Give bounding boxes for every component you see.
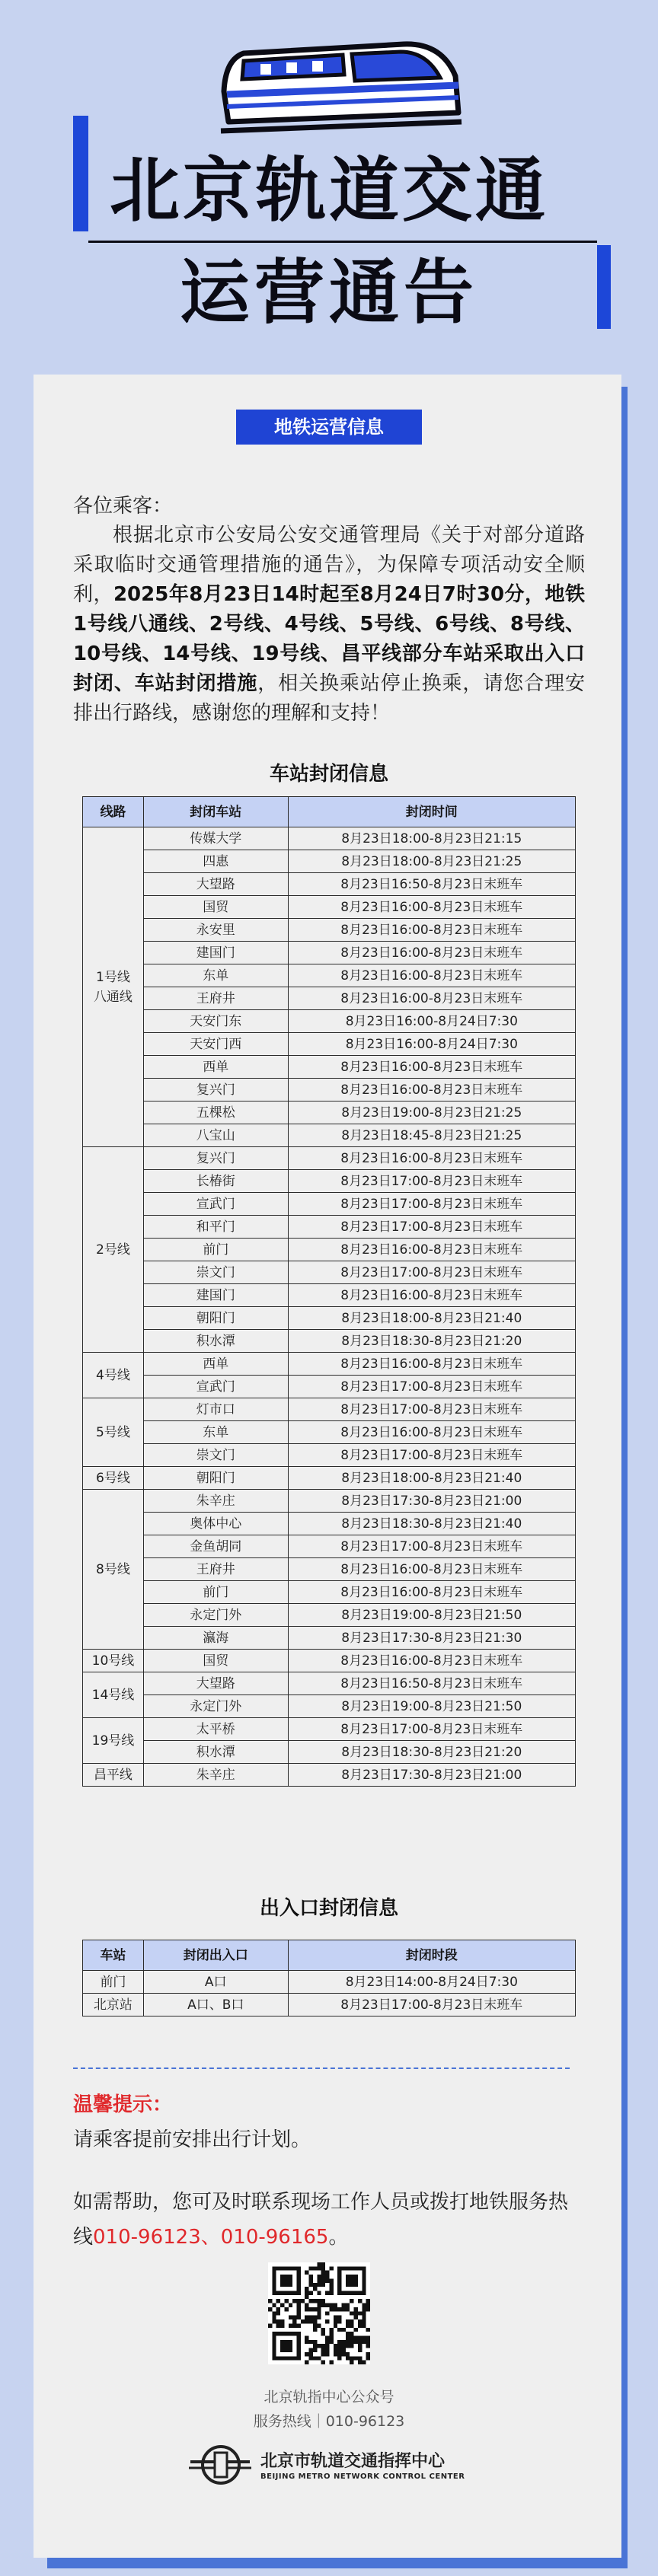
station-cell: 宣武门 bbox=[143, 1376, 288, 1398]
station-cell: 永定门外 bbox=[143, 1604, 288, 1627]
time-cell: 8月23日16:00-8月23日末班车 bbox=[288, 1650, 575, 1672]
station-cell: 朱辛庄 bbox=[143, 1764, 288, 1787]
station-cell: 宣武门 bbox=[143, 1193, 288, 1216]
org-name-en: BEIJING METRO NETWORK CONTROL CENTER bbox=[260, 2472, 465, 2481]
time-cell: 8月23日17:00-8月23日末班车 bbox=[288, 1193, 575, 1216]
table-row bbox=[83, 1421, 576, 1444]
metro-logo-icon bbox=[187, 2442, 253, 2488]
period-cell: 8月23日14:00-8月24日7:30 bbox=[288, 1971, 575, 1994]
table-row bbox=[83, 896, 576, 919]
station-cell: 朱辛庄 bbox=[143, 1490, 288, 1513]
table-row bbox=[83, 1239, 576, 1261]
time-cell: 8月23日16:00-8月24日7:30 bbox=[288, 1010, 575, 1033]
tip-text: 请乘客提前安排出行计划。 bbox=[73, 2128, 311, 2151]
notice-part-bold: 2025年8月23日14时起至8月24日7时30分，地铁1号线八通线、2号线、4号线、5号线、6号线、8号线、10号线、14号线、19号线、昌平线部分车站采取出入口封闭、车站封闭措施 bbox=[73, 583, 585, 695]
exit-cell: A口 bbox=[143, 1971, 288, 1994]
station-cell: 大望路 bbox=[143, 1672, 288, 1695]
time-cell: 8月23日16:00-8月23日末班车 bbox=[288, 1284, 575, 1307]
closure-section-title: 车站封闭信息 bbox=[269, 763, 388, 786]
table-row bbox=[83, 1741, 576, 1764]
table-row bbox=[83, 1604, 576, 1627]
line-cell: 8号线 bbox=[83, 1490, 144, 1650]
time-cell: 8月23日19:00-8月23日21:50 bbox=[288, 1695, 575, 1718]
table-row bbox=[83, 827, 576, 850]
station-cell: 五棵松 bbox=[143, 1101, 288, 1124]
station-cell: 前门 bbox=[143, 1239, 288, 1261]
table-row bbox=[83, 919, 576, 942]
table-row bbox=[83, 987, 576, 1010]
time-cell: 8月23日16:50-8月23日末班车 bbox=[288, 873, 575, 896]
table-row bbox=[83, 964, 576, 987]
station-cell: 建国门 bbox=[143, 1284, 288, 1307]
station-cell: 西单 bbox=[143, 1353, 288, 1376]
header-time: 封闭时间 bbox=[288, 797, 575, 827]
table-row bbox=[83, 1010, 576, 1033]
table-row bbox=[83, 850, 576, 873]
table-row bbox=[83, 1101, 576, 1124]
time-cell: 8月23日16:00-8月23日末班车 bbox=[288, 964, 575, 987]
table-row bbox=[83, 1558, 576, 1581]
station-cell: 八宝山 bbox=[143, 1124, 288, 1147]
station-cell: 永定门外 bbox=[143, 1695, 288, 1718]
time-cell: 8月23日18:30-8月23日21:20 bbox=[288, 1330, 575, 1353]
time-cell: 8月23日16:00-8月23日末班车 bbox=[288, 1239, 575, 1261]
table-row bbox=[83, 1033, 576, 1056]
line-cell: 4号线 bbox=[83, 1353, 144, 1398]
header-station: 封闭车站 bbox=[143, 797, 288, 827]
line-cell: 10号线 bbox=[83, 1650, 144, 1672]
table-row bbox=[83, 1513, 576, 1535]
station-cell: 积水潭 bbox=[143, 1330, 288, 1353]
time-cell: 8月23日17:30-8月23日21:00 bbox=[288, 1764, 575, 1787]
closure-table-body bbox=[83, 827, 576, 1787]
header-line: 线路 bbox=[83, 797, 144, 827]
time-cell: 8月23日16:00-8月23日末班车 bbox=[288, 987, 575, 1010]
table-row bbox=[83, 1764, 576, 1787]
station-cell: 崇文门 bbox=[143, 1444, 288, 1467]
time-cell: 8月23日17:00-8月23日末班车 bbox=[288, 1444, 575, 1467]
table-row bbox=[83, 873, 576, 896]
time-cell: 8月23日16:00-8月23日末班车 bbox=[288, 1056, 575, 1079]
table-row bbox=[83, 1079, 576, 1101]
station-cell: 建国门 bbox=[143, 942, 288, 964]
time-cell: 8月23日17:00-8月23日末班车 bbox=[288, 1398, 575, 1421]
time-cell: 8月23日16:00-8月23日末班车 bbox=[288, 1079, 575, 1101]
header-period: 封闭时段 bbox=[288, 1940, 575, 1971]
line-cell: 2号线 bbox=[83, 1147, 144, 1353]
time-cell: 8月23日16:00-8月24日7:30 bbox=[288, 1033, 575, 1056]
dashed-divider bbox=[73, 2067, 570, 2069]
greeting: 各位乘客： bbox=[73, 495, 173, 518]
line-cell: 1号线 八通线 bbox=[83, 827, 144, 1147]
notice-part-1: 根据北京市公安局公安交通管理局《关于对部分道路采取临时交通管理措施的通告》，为保障专项活动安全顺利， bbox=[73, 524, 585, 606]
notice-text bbox=[73, 521, 585, 728]
line-cell: 14号线 bbox=[83, 1672, 144, 1718]
title-divider bbox=[88, 241, 597, 243]
table-row bbox=[83, 1284, 576, 1307]
wechat-account-label: 北京轨指中心公众号 bbox=[264, 2389, 394, 2405]
page-title-line1: 北京轨道交通 bbox=[109, 150, 548, 231]
time-cell: 8月23日16:00-8月23日末班车 bbox=[288, 1558, 575, 1581]
station-cell: 东单 bbox=[143, 964, 288, 987]
table-row bbox=[83, 1971, 576, 1994]
station-cell: 金鱼胡同 bbox=[143, 1535, 288, 1558]
time-cell: 8月23日18:00-8月23日21:15 bbox=[288, 827, 575, 850]
table-row bbox=[83, 1307, 576, 1330]
hotline-numbers[interactable]: 010-96123、010-96165 bbox=[93, 2226, 329, 2249]
header-exit: 封闭出入口 bbox=[143, 1940, 288, 1971]
station-cell: 瀛海 bbox=[143, 1627, 288, 1650]
time-cell: 8月23日16:50-8月23日末班车 bbox=[288, 1672, 575, 1695]
station-cell: 积水潭 bbox=[143, 1741, 288, 1764]
header-station: 车站 bbox=[83, 1940, 144, 1971]
station-cell: 天安门西 bbox=[143, 1033, 288, 1056]
table-row bbox=[83, 1398, 576, 1421]
table-row bbox=[83, 1216, 576, 1239]
help-end: 。 bbox=[328, 2226, 349, 2249]
station-cell: 奥体中心 bbox=[143, 1513, 288, 1535]
station-cell: 国贸 bbox=[143, 896, 288, 919]
station-cell: 复兴门 bbox=[143, 1147, 288, 1170]
time-cell: 8月23日18:30-8月23日21:20 bbox=[288, 1741, 575, 1764]
station-cell: 王府井 bbox=[143, 987, 288, 1010]
table-row bbox=[83, 1994, 576, 2016]
time-cell: 8月23日16:00-8月23日末班车 bbox=[288, 942, 575, 964]
time-cell: 8月23日17:00-8月23日末班车 bbox=[288, 1261, 575, 1284]
org-logo bbox=[187, 2442, 477, 2492]
table-row bbox=[83, 1330, 576, 1353]
station-cell: 天安门东 bbox=[143, 1010, 288, 1033]
exit-cell: A口、B口 bbox=[143, 1994, 288, 2016]
station-cell: 前门 bbox=[143, 1581, 288, 1604]
station-cell: 传媒大学 bbox=[143, 827, 288, 850]
time-cell: 8月23日18:45-8月23日21:25 bbox=[288, 1124, 575, 1147]
time-cell: 8月23日17:30-8月23日21:00 bbox=[288, 1490, 575, 1513]
time-cell: 8月23日16:00-8月23日末班车 bbox=[288, 1353, 575, 1376]
exit-table-body bbox=[83, 1971, 576, 2016]
table-row bbox=[83, 1056, 576, 1079]
time-cell: 8月23日17:00-8月23日末班车 bbox=[288, 1216, 575, 1239]
station-cell: 国贸 bbox=[143, 1650, 288, 1672]
time-cell: 8月23日19:00-8月23日21:50 bbox=[288, 1604, 575, 1627]
table-row bbox=[83, 1147, 576, 1170]
table-row bbox=[83, 1695, 576, 1718]
line-cell: 6号线 bbox=[83, 1467, 144, 1490]
table-row bbox=[83, 1581, 576, 1604]
table-row bbox=[83, 1353, 576, 1376]
table-row bbox=[83, 1627, 576, 1650]
time-cell: 8月23日16:00-8月23日末班车 bbox=[288, 919, 575, 942]
table-row bbox=[83, 1193, 576, 1216]
time-cell: 8月23日17:00-8月23日末班车 bbox=[288, 1535, 575, 1558]
station-cell: 和平门 bbox=[143, 1216, 288, 1239]
page-title-line2: 运营通告 bbox=[179, 252, 478, 333]
table-row bbox=[83, 1535, 576, 1558]
notice-part-3: ，相关换乘站停止换乘，请您合理安排出行路线，感谢您的理解和支持！ bbox=[73, 672, 585, 725]
table-row bbox=[83, 1718, 576, 1741]
station-cell: 东单 bbox=[143, 1421, 288, 1444]
time-cell: 8月23日18:00-8月23日21:40 bbox=[288, 1467, 575, 1490]
table-row bbox=[83, 942, 576, 964]
station-cell: 西单 bbox=[143, 1056, 288, 1079]
station-cell: 长椿街 bbox=[143, 1170, 288, 1193]
table-row bbox=[83, 1261, 576, 1284]
help-text bbox=[73, 2185, 585, 2255]
time-cell: 8月23日16:00-8月23日末班车 bbox=[288, 896, 575, 919]
service-hotline: 服务热线｜010-96123 bbox=[253, 2413, 405, 2430]
line-cell: 昌平线 bbox=[83, 1764, 144, 1787]
help-sentence: 如需帮助，您可及时联系现场工作人员或拨打地铁服务热线 bbox=[73, 2191, 569, 2249]
station-cell: 前门 bbox=[83, 1971, 144, 1994]
station-cell: 复兴门 bbox=[143, 1079, 288, 1101]
station-cell: 朝阳门 bbox=[143, 1467, 288, 1490]
station-cell: 北京站 bbox=[83, 1994, 144, 2016]
time-cell: 8月23日18:00-8月23日21:25 bbox=[288, 850, 575, 873]
station-cell: 四惠 bbox=[143, 850, 288, 873]
station-cell: 崇文门 bbox=[143, 1261, 288, 1284]
table-row bbox=[83, 1124, 576, 1147]
section-tag: 地铁运营信息 bbox=[236, 410, 422, 445]
exit-closure-table bbox=[82, 1940, 576, 2016]
time-cell: 8月23日17:00-8月23日末班车 bbox=[288, 1376, 575, 1398]
station-cell: 灯市口 bbox=[143, 1398, 288, 1421]
exit-section-title: 出入口封闭信息 bbox=[259, 1897, 398, 1920]
qr-code-icon[interactable] bbox=[268, 2262, 370, 2364]
org-name-cn: 北京市轨道交通指挥中心 bbox=[260, 2452, 446, 2471]
table-row bbox=[83, 1490, 576, 1513]
period-cell: 8月23日17:00-8月23日末班车 bbox=[288, 1994, 575, 2016]
station-cell: 大望路 bbox=[143, 873, 288, 896]
table-row bbox=[83, 1444, 576, 1467]
time-cell: 8月23日16:00-8月23日末班车 bbox=[288, 1147, 575, 1170]
table-header-row bbox=[83, 1940, 576, 1971]
page-header bbox=[0, 0, 658, 373]
time-cell: 8月23日18:00-8月23日21:40 bbox=[288, 1307, 575, 1330]
time-cell: 8月23日16:00-8月23日末班车 bbox=[288, 1581, 575, 1604]
station-cell: 永安里 bbox=[143, 919, 288, 942]
time-cell: 8月23日17:00-8月23日末班车 bbox=[288, 1718, 575, 1741]
line-cell: 5号线 bbox=[83, 1398, 144, 1467]
station-cell: 王府井 bbox=[143, 1558, 288, 1581]
table-header-row bbox=[83, 797, 576, 827]
table-row bbox=[83, 1467, 576, 1490]
time-cell: 8月23日17:30-8月23日21:30 bbox=[288, 1627, 575, 1650]
table-row bbox=[83, 1650, 576, 1672]
time-cell: 8月23日19:00-8月23日21:25 bbox=[288, 1101, 575, 1124]
table-row bbox=[83, 1376, 576, 1398]
station-cell: 朝阳门 bbox=[143, 1307, 288, 1330]
time-cell: 8月23日16:00-8月23日末班车 bbox=[288, 1421, 575, 1444]
line-cell: 19号线 bbox=[83, 1718, 144, 1764]
time-cell: 8月23日18:30-8月23日21:40 bbox=[288, 1513, 575, 1535]
station-closure-table bbox=[82, 796, 576, 1787]
tip-heading: 温馨提示： bbox=[73, 2093, 173, 2116]
table-row bbox=[83, 1672, 576, 1695]
table-row bbox=[83, 1170, 576, 1193]
time-cell: 8月23日17:00-8月23日末班车 bbox=[288, 1170, 575, 1193]
train-icon bbox=[213, 30, 465, 145]
station-cell: 太平桥 bbox=[143, 1718, 288, 1741]
